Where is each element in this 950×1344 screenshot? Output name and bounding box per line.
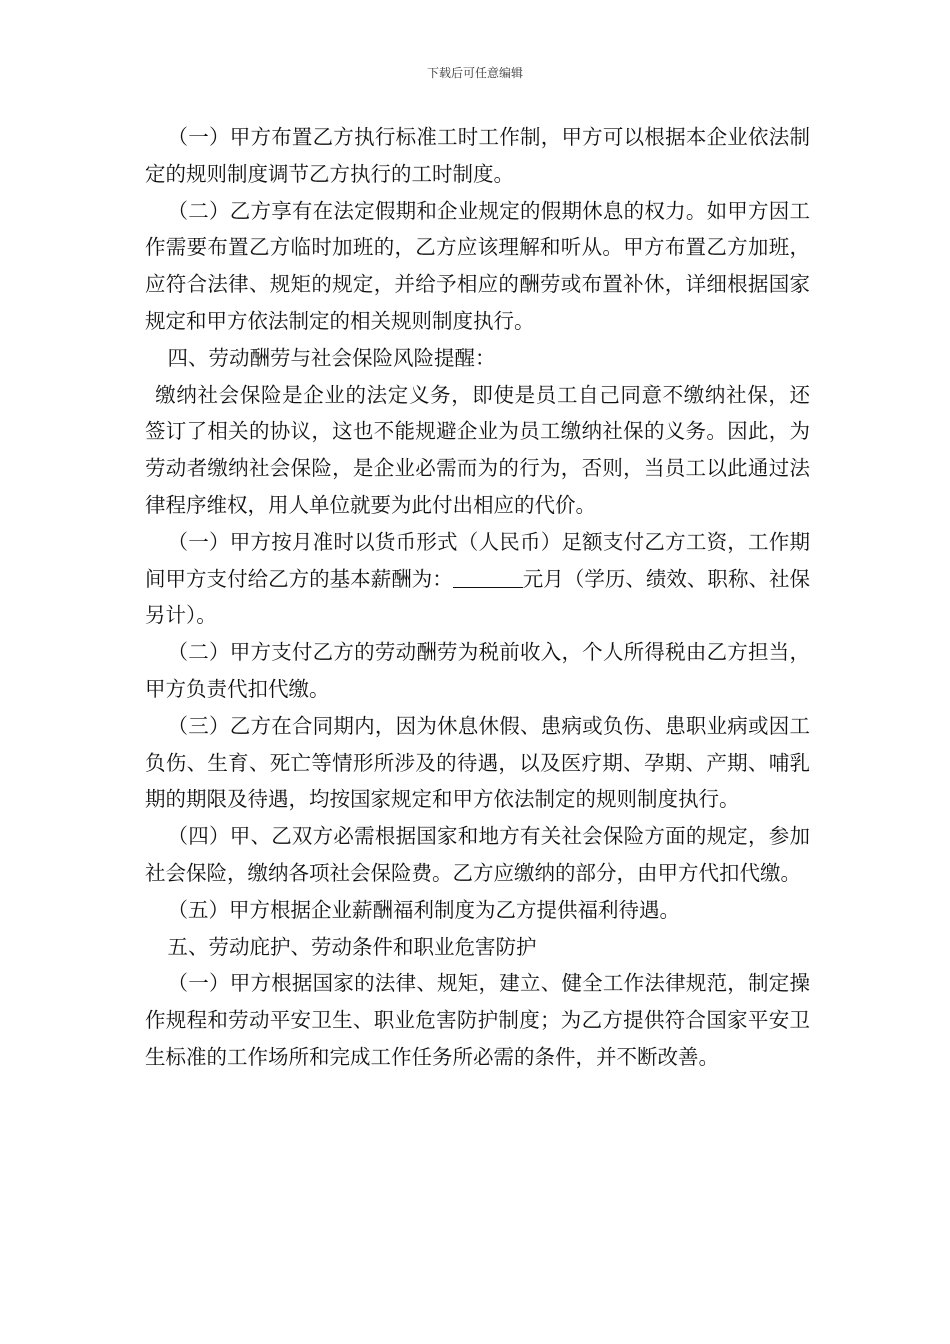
paragraph-income-tax: （二）甲方支付乙方的劳动酬劳为税前收入，个人所得税由乙方担当，甲方负责代扣代缴。 <box>145 640 810 701</box>
salary-text-before: （一）甲方按月准时以货币形式（人民币）足额支付乙方工资，工作期间甲方支付给乙方的基本薪酬为： <box>145 529 810 591</box>
salary-blank-field <box>453 566 523 588</box>
paragraph-leave-benefits: （三）乙方在合同期内，因为休息休假、患病或负伤、患职业病或因工负伤、生育、死亡等情形所涉及的待遇，以及医疗期、孕期、产期、哺乳期的期限及待遇，均按国家规定和甲方依法制定的规则制度执行。 <box>145 713 810 812</box>
paragraph-safety-regulations: （一）甲方根据国家的法律、规矩，建立、健全工作法律规范，制定操作规程和劳动平安卫生、职业危害防护制度；为乙方提供符合国家平安卫生标准的工作场所和完成工作任务所必需的条件，并不断改善。 <box>145 971 810 1069</box>
section-heading-labor-protection: 五、劳动庇护、劳动条件和职业危害防护 <box>167 934 537 959</box>
document-body <box>145 119 810 1076</box>
paragraph-work-hours: （一）甲方布置乙方执行标准工时工作制，甲方可以根据本企业依法制定的规则制度调节乙方执行的工时制度。 <box>145 125 810 186</box>
page-header: 下载后可任意编辑 <box>426 66 523 80</box>
paragraph-insurance-contribution: （四）甲、乙双方必需根据国家和地方有关社会保险方面的规定，参加社会保险，缴纳各项社会保险费。乙方应缴纳的部分，由甲方代扣代缴。 <box>145 824 810 885</box>
paragraph-salary <box>145 524 810 634</box>
paragraph-welfare: （五）甲方根据企业薪酬福利制度为乙方提供福利待遇。 <box>167 897 681 922</box>
section-heading-remuneration: 四、劳动酬劳与社会保险风险提醒： <box>167 345 496 370</box>
paragraph-social-insurance-notice: 缴纳社会保险是企业的法定义务，即使是员工自己同意不缴纳社保，还签订了相关的协议，这也不能规避企业为员工缴纳社保的义务。因此，为劳动者缴纳社会保险，是企业必需而为的行为，否则，当员工以此通过法律程序维权，用人单位就要为此付出相应的代价。 <box>145 382 810 517</box>
salary-text-after: 元月（学历、绩效、职称、社保另计）。 <box>145 566 811 628</box>
paragraph-holiday-rights: （二）乙方享有在法定假期和企业规定的假期休息的权力。如甲方因工作需要布置乙方临时加班的，乙方应该理解和听从。甲方布置乙方加班，应符合法律、规矩的规定，并给予相应的酬劳或布置补休，详细根据国家规定和甲方依法制定的相关规则制度执行。 <box>145 198 810 333</box>
